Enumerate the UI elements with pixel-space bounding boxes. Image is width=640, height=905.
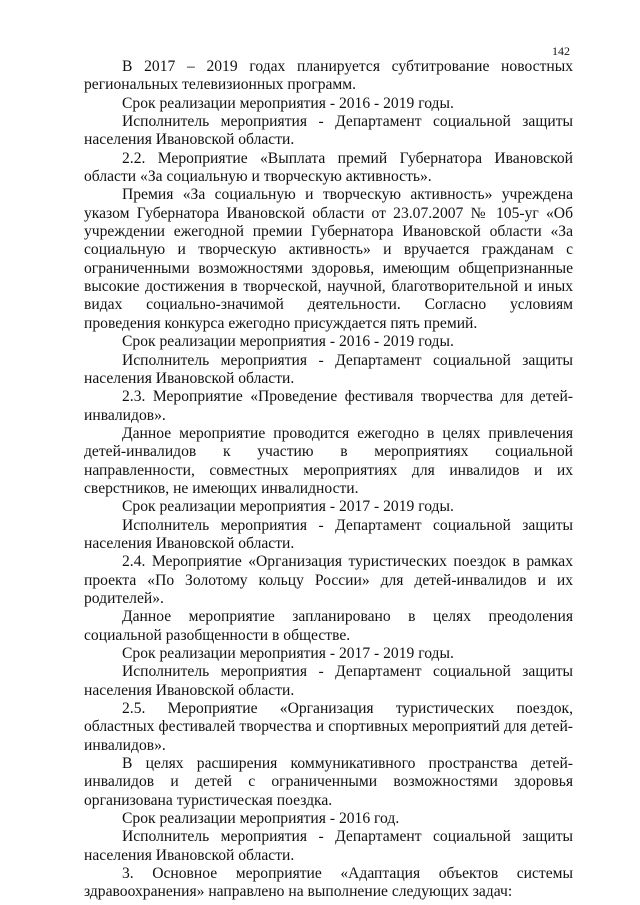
paragraph: Исполнитель мероприятия - Департамент социальной защиты населения Ивановской области. xyxy=(84,351,573,387)
paragraph: 2.4. Мероприятие «Организация туристических поездок в рамках проекта «По Золотому кольцу России» для детей-инвалидов и их родителей». xyxy=(84,553,573,607)
paragraph: Данное мероприятие проводится ежегодно в целях привлечения детей-инвалидов к участию в мероприятиях социальной направленности, совместных мероприятиях для инвалидов и их сверстников, не имеющих инвалидности. xyxy=(84,424,573,497)
paragraph: 2.2. Мероприятие «Выплата премий Губернатора Ивановской области «За социальную и творческую активность». xyxy=(84,149,573,186)
paragraph: В 2017 – 2019 годах планируется субтитрование новостных региональных телевизионных программ. xyxy=(84,58,573,94)
paragraph: Исполнитель мероприятия - Департамент социальной защиты населения Ивановской области. xyxy=(84,516,573,552)
paragraph: Исполнитель мероприятия - Департамент социальной защиты населения Ивановской области. xyxy=(84,663,573,699)
paragraph: 2.3. Мероприятие «Проведение фестиваля творчества для детей-инвалидов». xyxy=(84,388,573,424)
paragraph: Срок реализации мероприятия - 2016 - 2019 годы. xyxy=(122,333,454,351)
paragraph: Срок реализации мероприятия - 2017 - 2019 годы. xyxy=(122,498,454,516)
document-body xyxy=(84,58,573,902)
paragraph: Исполнитель мероприятия - Департамент социальной защиты населения Ивановской области. xyxy=(84,113,573,149)
paragraph: В целях расширения коммуникативного пространства детей-инвалидов и детей с ограниченными возможностями здоровья организована туристическая поездка. xyxy=(84,755,573,809)
paragraph: 2.5. Мероприятие «Организация туристических поездок, областных фестивалей творчества и спортивных мероприятий для детей-инвалидов». xyxy=(84,700,573,754)
paragraph: Исполнитель мероприятия - Департамент социальной защиты населения Ивановской области. xyxy=(84,828,573,864)
paragraph: Данное мероприятие запланировано в целях преодоления социальной разобщенности в обществе. xyxy=(84,608,573,644)
paragraph: Срок реализации мероприятия - 2016 - 2019 годы. xyxy=(122,94,454,112)
paragraph: 3. Основное мероприятие «Адаптация объектов системы здравоохранения» направлено на выполнение следующих задач: xyxy=(84,865,573,901)
paragraph: Премия «За социальную и творческую активность» учреждена указом Губернатора Ивановской области от 23.07.2007 № 105-уг «Об учреждении ежегодной премии Губернатора Ивановской области «За социальную и творческую активность» и вручается гражданам с ограниченными возможностями здоровья, имеющим общепризнанные высокие достижения в творческой, научной, благотворительной и иных видах социально-значимой деятельности. Согласно условиям проведения конкурса ежегодно присуждается пять премий. xyxy=(84,186,573,332)
paragraph: Срок реализации мероприятия - 2017 - 2019 годы. xyxy=(122,645,454,662)
page-number: 142 xyxy=(552,44,570,58)
paragraph: Срок реализации мероприятия - 2016 год. xyxy=(122,810,400,828)
